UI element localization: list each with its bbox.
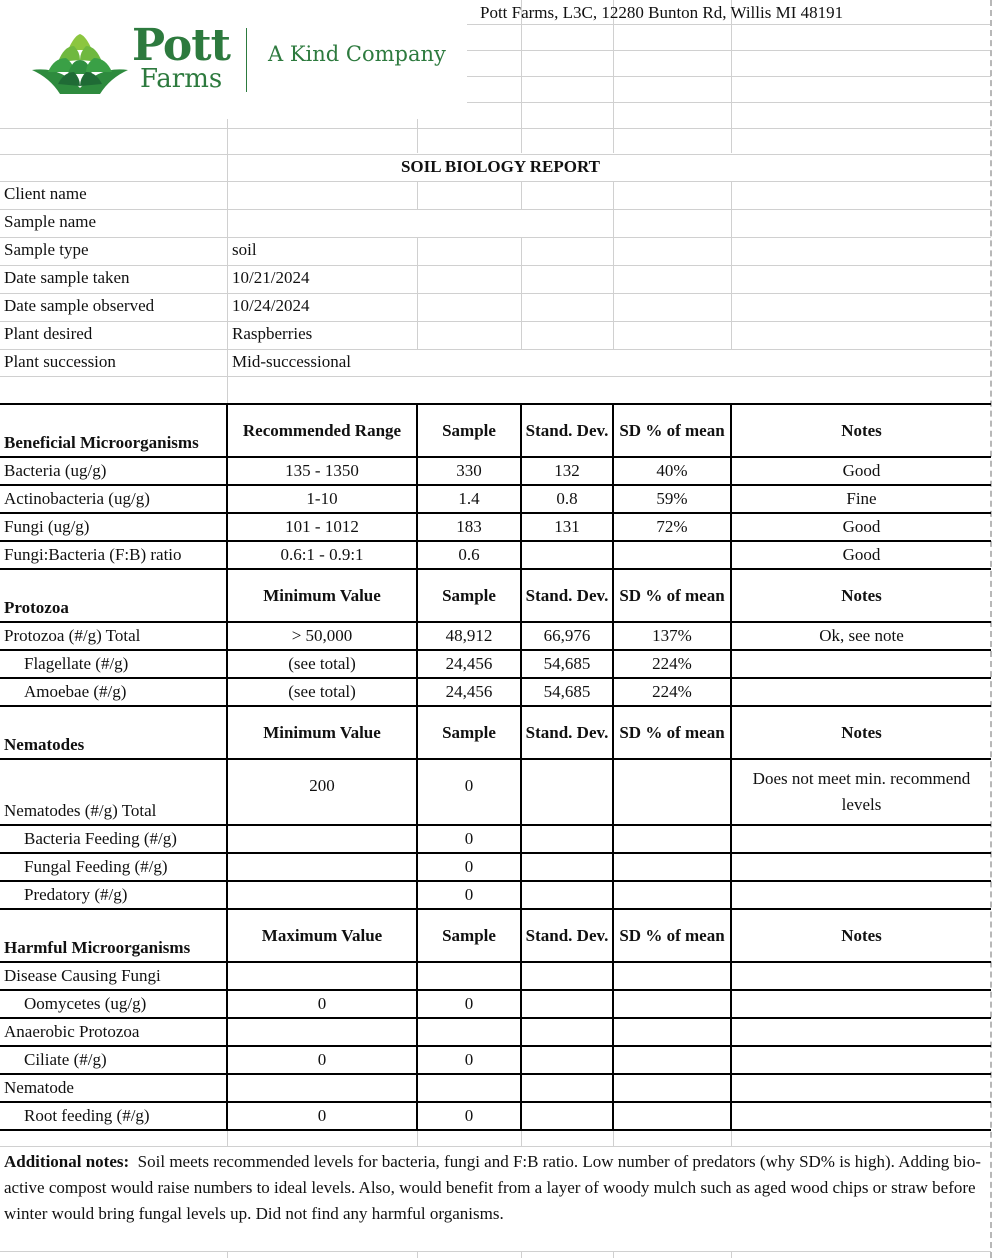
item-name: Ciliate (#/g) — [0, 1046, 227, 1074]
report-title: SOIL BIOLOGY REPORT — [400, 157, 601, 176]
sample-value: 0 — [417, 1102, 521, 1130]
sample-value — [417, 962, 521, 990]
std-dev-value: 0.8 — [521, 485, 613, 513]
info-label: Client name — [4, 184, 87, 203]
sd-percent-value — [613, 881, 731, 909]
artichoke-leaf-icon — [30, 26, 130, 98]
sample-value: 183 — [417, 513, 521, 541]
notes-header: Notes — [731, 404, 991, 457]
std-dev-value — [521, 759, 613, 825]
sample-value — [417, 1074, 521, 1102]
std-dev-header: Stand. Dev. — [521, 569, 613, 622]
table-row — [0, 962, 991, 990]
item-name: Predatory (#/g) — [0, 881, 227, 909]
section-title: Protozoa — [0, 569, 227, 622]
table-row — [0, 457, 991, 485]
sample-header: Sample — [417, 404, 521, 457]
std-dev-header: Stand. Dev. — [521, 909, 613, 962]
table-row — [0, 650, 991, 678]
range-value: (see total) — [227, 678, 417, 706]
table-row — [0, 1018, 991, 1046]
table-row — [0, 485, 991, 513]
sd-percent-value — [613, 1074, 731, 1102]
info-label: Plant succession — [4, 352, 116, 371]
company-logo — [30, 22, 450, 102]
company-address: Pott Farms, L3C, 12280 Bunton Rd, Willis MI 48191 — [480, 3, 844, 22]
sample-value: 0 — [417, 825, 521, 853]
additional-notes-text: Soil meets recommended levels for bacteria, fungi and F:B ratio. Low number of predators (why SD% is high). Adding bio-active compost would raise numbers to ideal levels. Also, would benefit from a layer of woody mulch such as aged wood chips or straw before winter would bring fungal levels up. Did not find any harmful organisms. — [4, 1152, 981, 1223]
notes-value — [731, 1102, 991, 1130]
range-value — [227, 825, 417, 853]
std-dev-value — [521, 990, 613, 1018]
item-name: Actinobacteria (ug/g) — [0, 485, 227, 513]
sample-value: 0 — [417, 759, 521, 825]
range-value: 200 — [227, 759, 417, 825]
std-dev-value: 54,685 — [521, 650, 613, 678]
range-value: 0 — [227, 990, 417, 1018]
info-value: soil — [232, 240, 257, 259]
sample-value: 0 — [417, 881, 521, 909]
notes-value — [731, 678, 991, 706]
sample-value: 1.4 — [417, 485, 521, 513]
section-title: Beneficial Microorganisms — [0, 404, 227, 457]
std-dev-value: 54,685 — [521, 678, 613, 706]
notes-header: Notes — [731, 706, 991, 759]
sample-header: Sample — [417, 909, 521, 962]
sd-percent-value — [613, 990, 731, 1018]
std-dev-value — [521, 1046, 613, 1074]
range-value: 0 — [227, 1102, 417, 1130]
notes-value — [731, 650, 991, 678]
std-dev-value — [521, 825, 613, 853]
notes-value — [731, 1074, 991, 1102]
sample-value — [417, 1018, 521, 1046]
std-dev-value: 132 — [521, 457, 613, 485]
std-dev-value — [521, 541, 613, 569]
beneficial-header-row — [0, 404, 991, 457]
item-name: Fungi (ug/g) — [0, 513, 227, 541]
sd-percent-header: SD % of mean — [613, 569, 731, 622]
std-dev-value — [521, 881, 613, 909]
sd-percent-header: SD % of mean — [613, 404, 731, 457]
table-row — [0, 1102, 991, 1130]
range-value — [227, 962, 417, 990]
item-name: Bacteria (ug/g) — [0, 457, 227, 485]
range-header: Maximum Value — [227, 909, 417, 962]
std-dev-value — [521, 1074, 613, 1102]
table-row — [0, 1074, 991, 1102]
info-value: Mid-successional — [232, 352, 351, 371]
notes-value: Ok, see note — [731, 622, 991, 650]
brand-tagline: A Kind Company — [268, 42, 446, 66]
additional-notes — [4, 1149, 988, 1227]
range-value — [227, 1074, 417, 1102]
notes-value — [731, 853, 991, 881]
sample-value: 24,456 — [417, 650, 521, 678]
notes-value — [731, 962, 991, 990]
notes-value — [731, 1018, 991, 1046]
sd-percent-value: 40% — [613, 457, 731, 485]
range-value: 1-10 — [227, 485, 417, 513]
logo-divider — [246, 28, 247, 92]
range-header: Minimum Value — [227, 569, 417, 622]
sample-header: Sample — [417, 706, 521, 759]
notes-header: Notes — [731, 909, 991, 962]
info-label: Date sample observed — [4, 296, 155, 315]
item-name: Bacteria Feeding (#/g) — [0, 825, 227, 853]
results-table — [0, 403, 991, 1131]
item-name: Flagellate (#/g) — [0, 650, 227, 678]
section-title: Harmful Microorganisms — [0, 909, 227, 962]
sd-percent-header: SD % of mean — [613, 706, 731, 759]
notes-value: Good — [731, 541, 991, 569]
std-dev-value — [521, 1102, 613, 1130]
range-value: 135 - 1350 — [227, 457, 417, 485]
notes-value — [731, 881, 991, 909]
info-label: Plant desired — [4, 324, 93, 343]
item-name: Fungi:Bacteria (F:B) ratio — [0, 541, 227, 569]
range-value — [227, 853, 417, 881]
notes-value — [731, 825, 991, 853]
range-value — [227, 1018, 417, 1046]
info-value: 10/21/2024 — [232, 268, 310, 287]
notes-value — [731, 1046, 991, 1074]
range-header: Recommended Range — [227, 404, 417, 457]
nematodes-header-row — [0, 706, 991, 759]
notes-value: Good — [731, 457, 991, 485]
sd-percent-value — [613, 853, 731, 881]
info-label: Sample name — [4, 212, 97, 231]
sd-percent-value: 59% — [613, 485, 731, 513]
notes-value: Fine — [731, 485, 991, 513]
sd-percent-value — [613, 825, 731, 853]
std-dev-header: Stand. Dev. — [521, 404, 613, 457]
sd-percent-value — [613, 1046, 731, 1074]
protozoa-header-row — [0, 569, 991, 622]
section-title: Nematodes — [0, 706, 227, 759]
harmful-header-row — [0, 909, 991, 962]
brand-name: Pott — [132, 20, 230, 71]
table-row — [0, 990, 991, 1018]
std-dev-value: 131 — [521, 513, 613, 541]
range-value: 0.6:1 - 0.9:1 — [227, 541, 417, 569]
info-value: Raspberries — [232, 324, 313, 343]
range-value: 101 - 1012 — [227, 513, 417, 541]
table-row — [0, 881, 991, 909]
sd-percent-value — [613, 541, 731, 569]
item-name: Nematodes (#/g) Total — [0, 759, 227, 825]
range-value: > 50,000 — [227, 622, 417, 650]
item-name: Nematode — [0, 1074, 227, 1102]
sd-percent-value — [613, 1018, 731, 1046]
sd-percent-value: 224% — [613, 650, 731, 678]
notes-value — [731, 990, 991, 1018]
info-label: Sample type — [4, 240, 89, 259]
table-row — [0, 853, 991, 881]
brand-sub: Farms — [140, 64, 223, 94]
sample-value: 24,456 — [417, 678, 521, 706]
sample-value: 0 — [417, 990, 521, 1018]
sd-percent-value — [613, 1102, 731, 1130]
table-row — [0, 622, 991, 650]
logo-area — [0, 0, 467, 119]
sd-percent-value: 137% — [613, 622, 731, 650]
sample-value: 0.6 — [417, 541, 521, 569]
item-name: Anaerobic Protozoa — [0, 1018, 227, 1046]
table-row — [0, 1046, 991, 1074]
range-value: 0 — [227, 1046, 417, 1074]
item-name: Fungal Feeding (#/g) — [0, 853, 227, 881]
item-name: Oomycetes (ug/g) — [0, 990, 227, 1018]
info-label: Date sample taken — [4, 268, 130, 287]
sample-value: 0 — [417, 853, 521, 881]
std-dev-value — [521, 853, 613, 881]
sd-percent-value — [613, 962, 731, 990]
sd-percent-value — [613, 759, 731, 825]
std-dev-value — [521, 962, 613, 990]
item-name: Root feeding (#/g) — [0, 1102, 227, 1130]
sd-percent-value: 224% — [613, 678, 731, 706]
std-dev-value: 66,976 — [521, 622, 613, 650]
sample-value: 0 — [417, 1046, 521, 1074]
sample-value: 48,912 — [417, 622, 521, 650]
info-value: 10/24/2024 — [232, 296, 310, 315]
notes-value: Does not meet min. recommend levels — [731, 759, 991, 825]
table-row — [0, 513, 991, 541]
std-dev-header: Stand. Dev. — [521, 706, 613, 759]
std-dev-value — [521, 1018, 613, 1046]
sample-value: 330 — [417, 457, 521, 485]
sample-header: Sample — [417, 569, 521, 622]
table-row — [0, 541, 991, 569]
item-name: Protozoa (#/g) Total — [0, 622, 227, 650]
additional-notes-label: Additional notes: — [4, 1152, 130, 1171]
notes-header: Notes — [731, 569, 991, 622]
table-row — [0, 678, 991, 706]
range-value: (see total) — [227, 650, 417, 678]
item-name: Amoebae (#/g) — [0, 678, 227, 706]
item-name: Disease Causing Fungi — [0, 962, 227, 990]
sd-percent-header: SD % of mean — [613, 909, 731, 962]
table-row — [0, 825, 991, 853]
range-header: Minimum Value — [227, 706, 417, 759]
sd-percent-value: 72% — [613, 513, 731, 541]
table-row — [0, 759, 991, 825]
range-value — [227, 881, 417, 909]
notes-value: Good — [731, 513, 991, 541]
